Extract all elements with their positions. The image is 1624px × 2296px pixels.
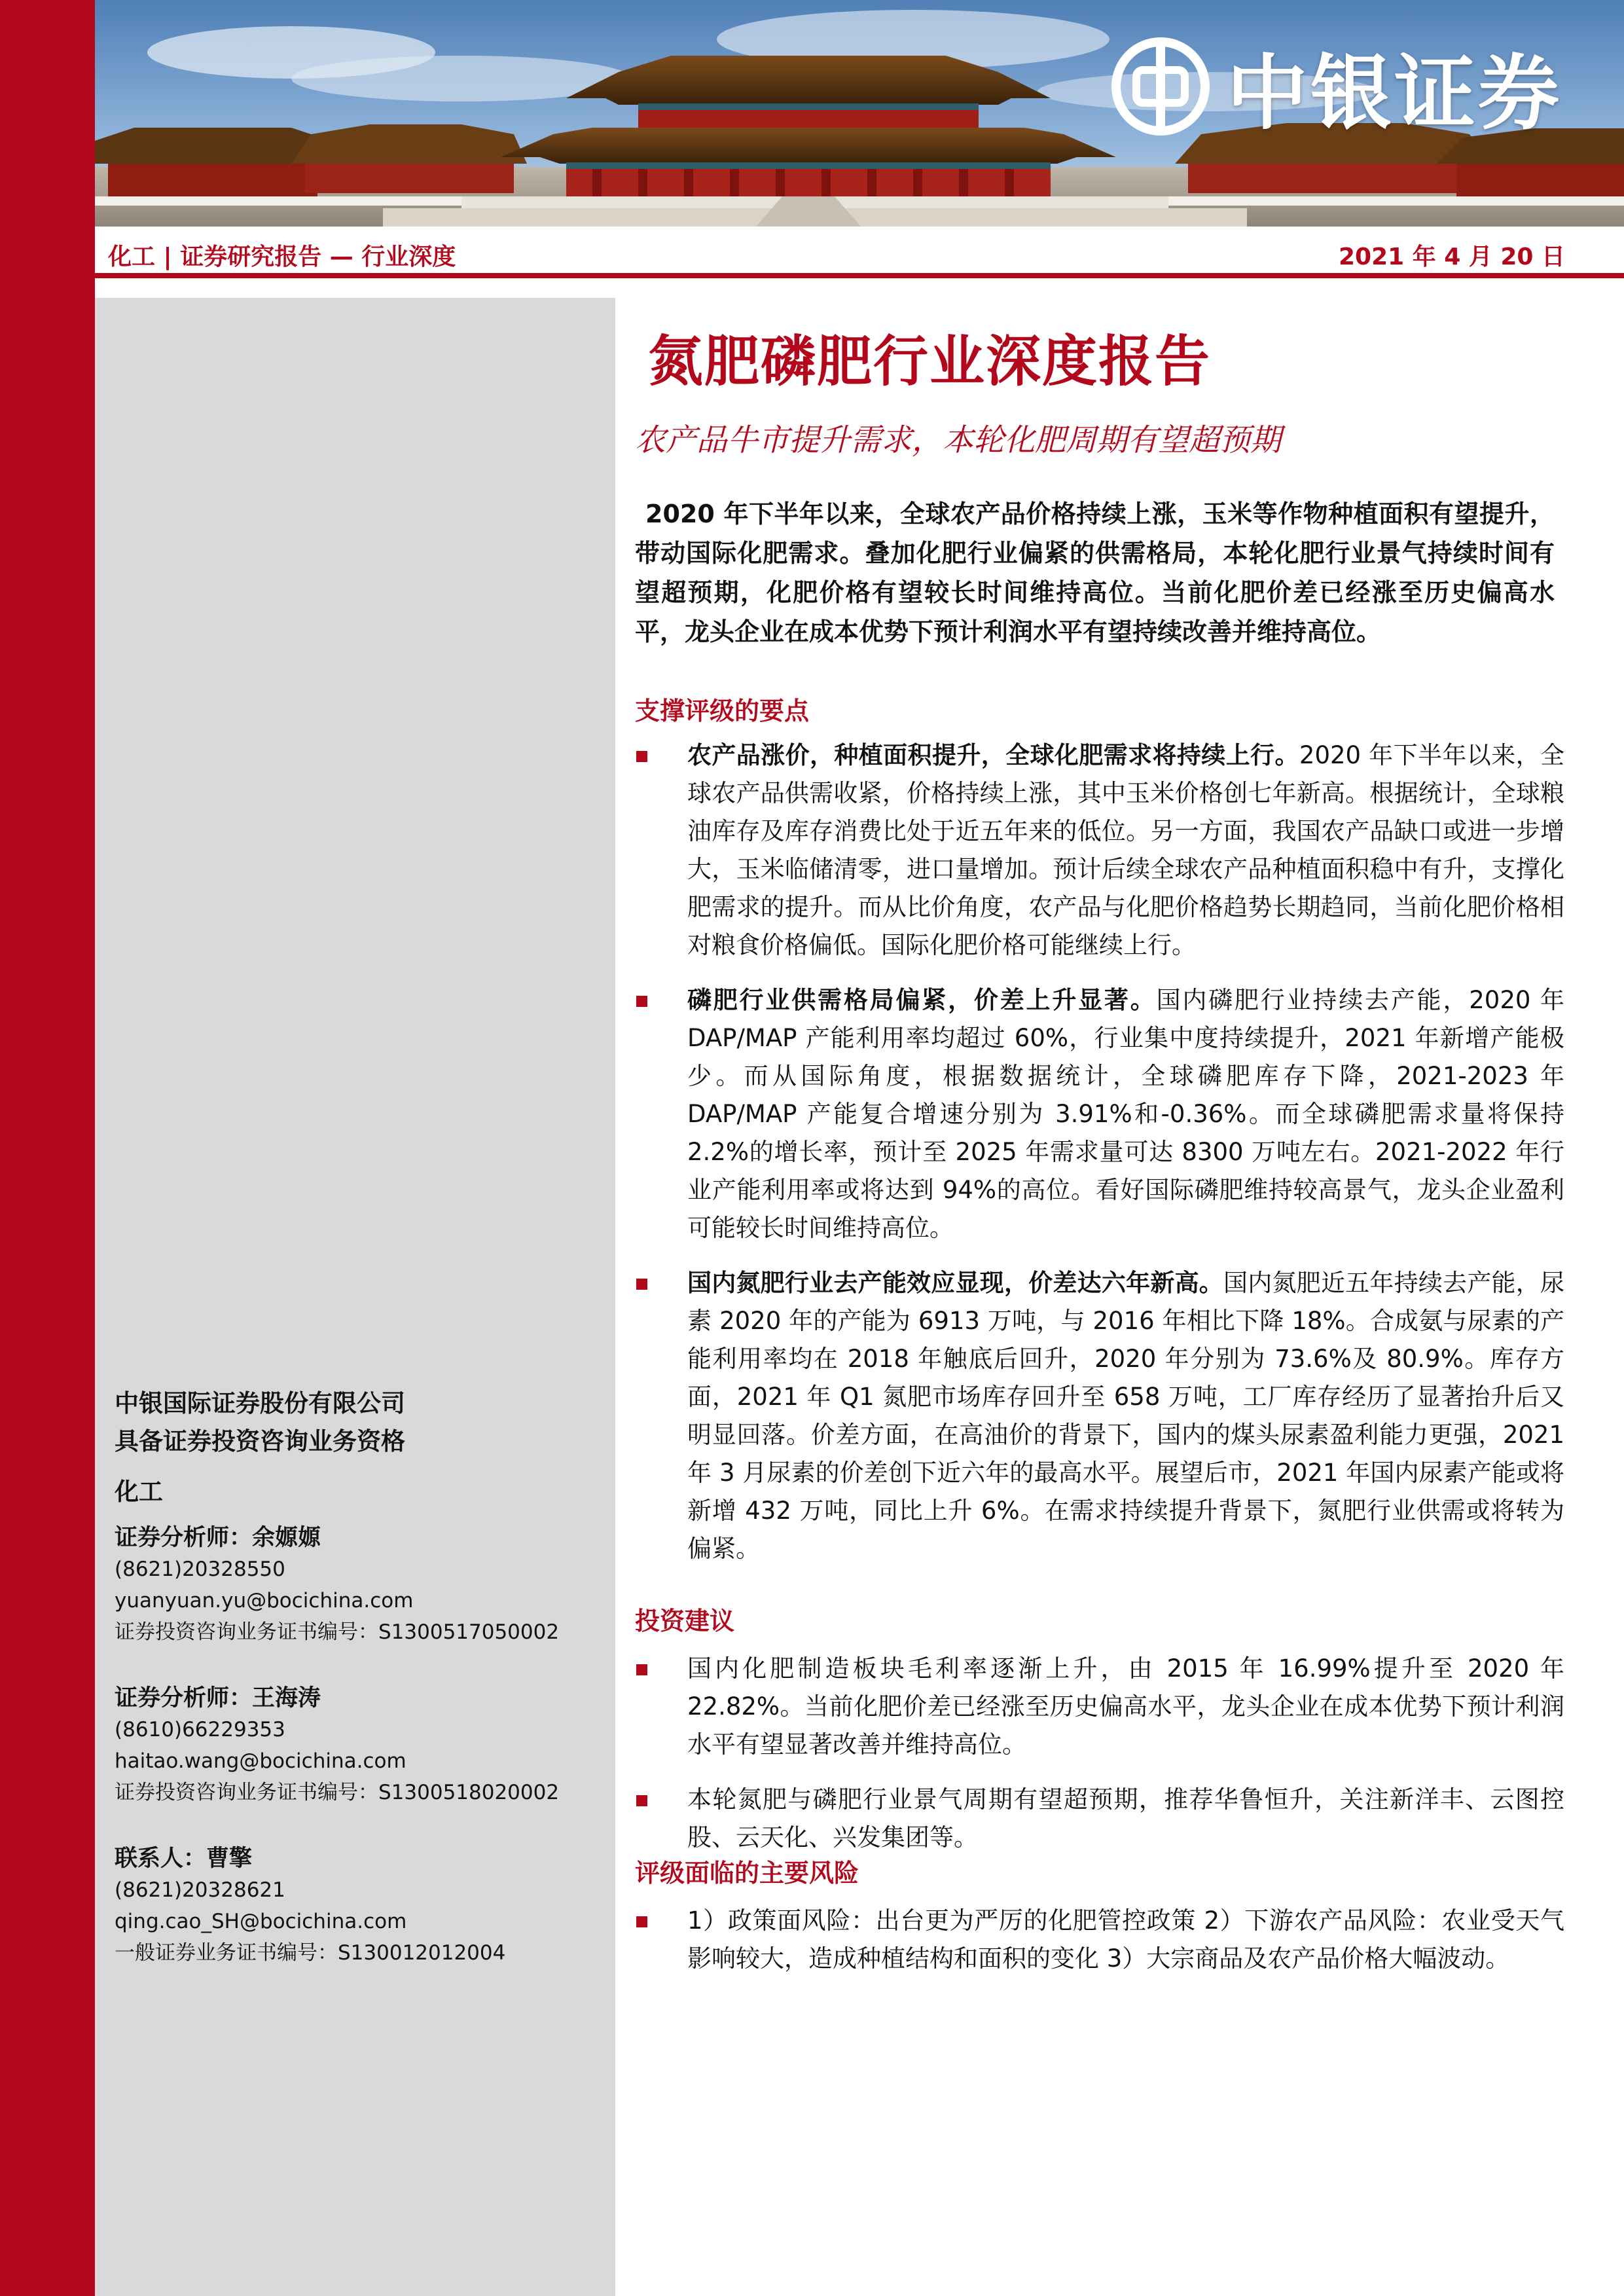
list-item <box>635 737 1564 964</box>
section-heading-risk: 评级面临的主要风险 <box>635 1859 859 1887</box>
contact-license: 一般证券业务证书编号：S130012012004 <box>115 1941 506 1965</box>
analyst-license: 证券投资咨询业务证书编号：S1300518020002 <box>115 1781 560 1804</box>
analyst-phone: (8621)20328550 <box>115 1558 285 1581</box>
bullet-lead: 农产品涨价，种植面积提升，全球化肥需求将持续上行。 <box>687 741 1299 769</box>
list-item <box>635 1650 1564 1764</box>
bullet-text: 国内磷肥行业持续去产能，2020 年 DAP/MAP 产能利用率均超过 60%，行业集中度持续提升，2021 年新增产能极少。而从国际角度，根据数据统计，全球磷肥库存下降，2021-2023 年 DAP/MAP 产能复合增速分别为 3.91%和-0.36%。而全球磷肥需求量将保持 2.2%的增长率，预计至 2025 年需求量可达 8300 万吨左右。2021-2022 年行业产能利用率或将达到 94%的高位。看好国际磷肥维持较高景气，龙头企业盈利可能较长时间维持高位。 <box>687 986 1564 1242</box>
contact-name: 联系人：曹擎 <box>115 1846 253 1872</box>
contact-phone: (8621)20328621 <box>115 1878 285 1902</box>
report-date: 2021 年 4 月 20 日 <box>1338 244 1565 270</box>
bullet-square-icon <box>636 751 647 762</box>
analyst-email[interactable]: yuanyuan.yu@bocichina.com <box>115 1589 414 1613</box>
report-subtitle: 农产品牛市提升需求，本轮化肥周期有望超预期 <box>635 422 1281 458</box>
report-title: 氮肥磷肥行业深度报告 <box>648 329 1212 393</box>
list-item <box>635 981 1564 1247</box>
bullet-text: 1）政策面风险：出台更为严厉的化肥管控政策 2）下游农产品风险：农业受天气影响较大，造成种植结构和面积的变化 3）大宗商品及农产品价格大幅波动。 <box>687 1906 1564 1973</box>
analyst-license: 证券投资咨询业务证书编号：S1300517050002 <box>115 1620 560 1644</box>
section-heading-support: 支撑评级的要点 <box>635 697 810 725</box>
analyst-email[interactable]: haitao.wang@bocichina.com <box>115 1749 406 1773</box>
sidebar <box>95 298 615 2296</box>
bullet-text: 本轮氮肥与磷肥行业景气周期有望超预期，推荐华鲁恒升，关注新洋丰、云图控股、云天化、兴发集团等。 <box>687 1785 1564 1851</box>
bullet-square-icon <box>636 996 647 1007</box>
support-points-list <box>635 737 1564 1585</box>
investment-advice-list <box>635 1650 1564 1874</box>
analyst-card <box>115 1683 559 1808</box>
list-item <box>635 1902 1564 1978</box>
sector-label: 化工 <box>115 1478 163 1506</box>
bullet-square-icon <box>636 1916 647 1927</box>
company-name: 中银国际证券股份有限公司 <box>115 1389 405 1417</box>
bullet-square-icon <box>636 1664 647 1675</box>
report-summary: 2020 年下半年以来，全球农产品价格持续上涨，玉米等作物种植面积有望提升，带动国际化肥需求。叠加化肥行业偏紧的供需格局，本轮化肥行业景气持续时间有望超预期，化肥价格有望较长时间维持高位。当前化肥价差已经涨至历史偏高水平，龙头企业在成本优势下预计利润水平有望持续改善并维持高位。 <box>635 500 1555 646</box>
risk-list <box>635 1902 1564 1995</box>
analyst-name: 证券分析师：王海涛 <box>115 1685 321 1711</box>
boc-logo-icon <box>1111 37 1210 136</box>
contact-email[interactable]: qing.cao_SH@bocichina.com <box>115 1910 407 1933</box>
list-item <box>635 1781 1564 1857</box>
company-qualification: 具备证券投资咨询业务资格 <box>115 1427 405 1455</box>
category-divider <box>95 273 1624 278</box>
list-item <box>635 1264 1564 1568</box>
bullet-lead: 磷肥行业供需格局偏紧，价差上升显著。 <box>687 986 1157 1014</box>
brand-logo <box>1111 27 1562 145</box>
category-bar <box>95 229 1624 278</box>
brand-name: 中银证券 <box>1226 46 1562 141</box>
report-category: 化工 | 证券研究报告 — 行业深度 <box>108 244 456 270</box>
bullet-text: 国内化肥制造板块毛利率逐渐上升，由 2015 年 16.99%提升至 2020 年 22.82%。当前化肥价差已经涨至历史偏高水平，龙头企业在成本优势下预计利润水平有望显著改善并维持高位。 <box>687 1654 1564 1758</box>
bullet-lead: 国内氮肥行业去产能效应显现，价差达六年新高。 <box>687 1269 1224 1297</box>
contact-card <box>115 1843 505 1969</box>
bullet-text: 国内氮肥近五年持续去产能，尿素 2020 年的产能为 6913 万吨，与 2016 年相比下降 18%。合成氨与尿素的产能利用率均在 2018 年触底后回升，2020 年分别为 73.6%及 80.9%。库存方面，2021 年 Q1 氮肥市场库存回升至 658 万吨，工厂库存经历了显著抬升后又明显回落。价差方面，在高油价的背景下，国内的煤头尿素盈利能力更强，2021 年 3 月尿素的价差创下近六年的最高水平。展望后市，2021 年国内尿素产能或将新增 432 万吨，同比上升 6%。在需求持续提升背景下，氮肥行业供需或将转为偏紧。 <box>687 1269 1565 1563</box>
section-heading-advice: 投资建议 <box>635 1607 735 1635</box>
analyst-name: 证券分析师：余嫄嫄 <box>115 1525 321 1551</box>
bullet-square-icon <box>636 1279 647 1290</box>
analyst-card <box>115 1522 559 1648</box>
company-info <box>115 1385 405 1461</box>
left-accent-strip <box>0 0 95 2296</box>
bullet-text: 2020 年下半年以来，全球农产品供需收紧，价格持续上涨，其中玉米价格创七年新高。根据统计，全球粮油库存及库存消费比处于近五年来的低位。另一方面，我国农产品缺口或进一步增大，玉米临储清零，进口量增加。预计后续全球农产品种植面积稳中有升，支撑化肥需求的提升。而从比价角度，农产品与化肥价格趋势长期趋同，当前化肥价格相对粮食价格偏低。国际化肥价格可能继续上行。 <box>687 741 1564 959</box>
bullet-square-icon <box>636 1795 647 1806</box>
analyst-phone: (8610)66229353 <box>115 1718 285 1741</box>
